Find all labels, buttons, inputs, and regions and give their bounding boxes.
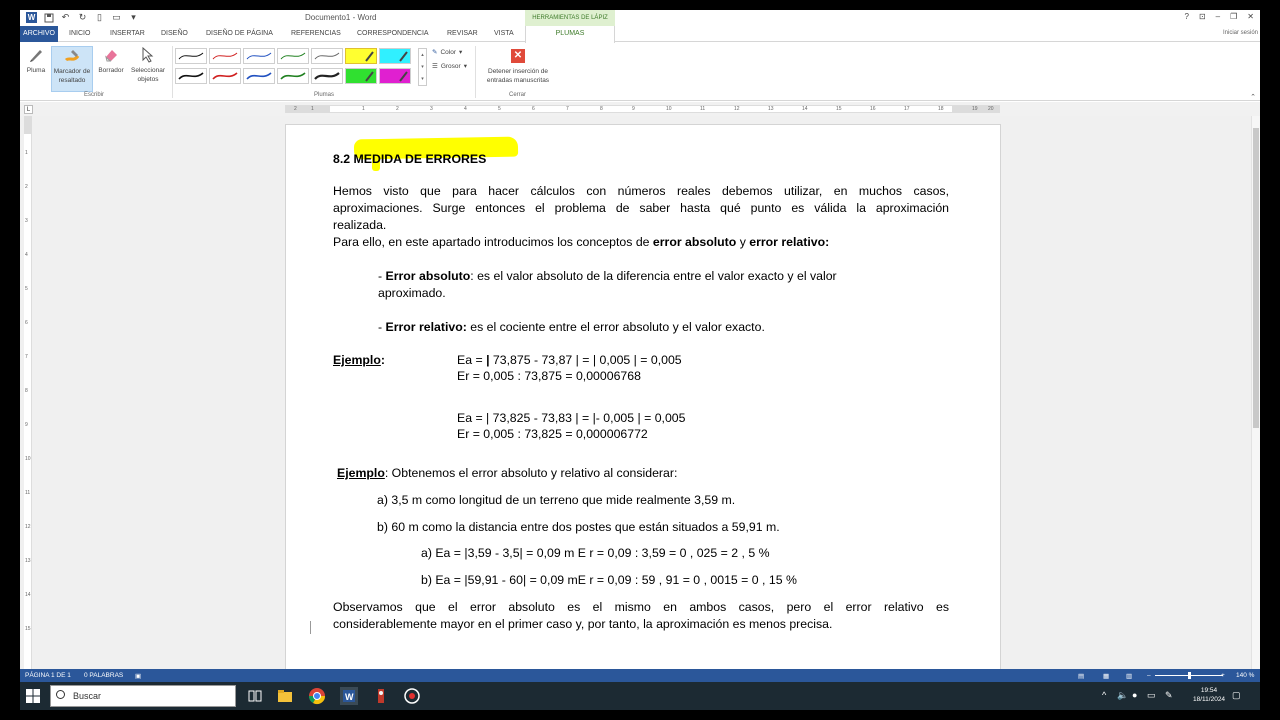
ruler-tick: 4 bbox=[25, 252, 28, 258]
vertical-ruler[interactable] bbox=[24, 116, 32, 669]
thickness-dropdown[interactable] bbox=[432, 62, 467, 70]
list-item-continuation: aproximado. bbox=[378, 286, 446, 300]
tab-diseno-de-pagina[interactable]: DISEÑO DE PÁGINA bbox=[206, 30, 273, 37]
text-run-bold: error absoluto bbox=[652, 235, 737, 249]
ruler-top-margin bbox=[24, 116, 32, 134]
ruler-tick: 1 bbox=[311, 106, 314, 112]
tab-correspondencia[interactable]: CORRESPONDENCIA bbox=[357, 30, 429, 37]
list-term: Error relativo: bbox=[385, 320, 467, 334]
volume-icon[interactable]: 🔈 bbox=[1117, 690, 1129, 700]
example-label-text: Ejemplo bbox=[337, 466, 385, 480]
web-layout-icon[interactable]: ▥ bbox=[1126, 673, 1133, 680]
ruler-tick: 3 bbox=[25, 218, 28, 224]
word-logo-icon: W bbox=[27, 13, 36, 22]
ruler-tick: 15 bbox=[25, 626, 31, 632]
line-weight-icon: ☰ bbox=[432, 63, 438, 70]
chevron-down-icon: ▾ bbox=[463, 63, 467, 70]
undo-icon[interactable]: ↶ bbox=[61, 12, 70, 22]
taskbar-clock[interactable] bbox=[1193, 686, 1225, 704]
ruler-tick: 14 bbox=[25, 592, 31, 598]
scrollbar-thumb[interactable] bbox=[1253, 128, 1259, 428]
group-label-escribir: Escribir bbox=[84, 92, 105, 98]
zoom-slider-knob[interactable] bbox=[1188, 672, 1191, 679]
pen-style-cyan-highlighter[interactable] bbox=[379, 48, 411, 64]
page-count[interactable]: PÁGINA 1 DE 1 bbox=[25, 672, 71, 679]
color-dropdown[interactable] bbox=[432, 48, 462, 56]
search-icon bbox=[56, 690, 65, 699]
tab-selector[interactable]: L bbox=[24, 105, 33, 114]
text-cursor bbox=[310, 621, 311, 634]
group-separator bbox=[475, 46, 476, 98]
word-taskbar-icon[interactable] bbox=[340, 687, 358, 705]
paragraph-line: Hemos visto que para hacer cálculos con números reales debemos utilizar, en muchos casos, bbox=[333, 184, 949, 198]
highlighter-icon bbox=[63, 47, 81, 65]
title-bar bbox=[20, 10, 1260, 26]
example-label bbox=[333, 353, 385, 368]
pen-style-blue-thick[interactable] bbox=[243, 68, 275, 84]
pen-style-red-thin[interactable] bbox=[209, 48, 241, 64]
ruler-left-margin bbox=[286, 106, 330, 113]
print-preview-icon[interactable]: ▭ bbox=[112, 12, 121, 22]
taskbar-search-input[interactable]: Buscar bbox=[50, 685, 236, 707]
ruler-tick: 1 bbox=[25, 150, 28, 156]
pen-style-red-thick[interactable] bbox=[209, 68, 241, 84]
ruler-tick: 2 bbox=[25, 184, 28, 190]
cursor-arrow-icon bbox=[139, 46, 157, 64]
ruler-tick: 16 bbox=[870, 106, 876, 112]
example-intro bbox=[337, 466, 677, 481]
list-dash: - bbox=[378, 269, 386, 283]
ruler-area bbox=[20, 102, 1260, 116]
close-red-icon: ✕ bbox=[511, 49, 525, 63]
tab-plumas[interactable]: PLUMAS bbox=[525, 26, 615, 43]
ruler-tick: 6 bbox=[25, 320, 28, 326]
stop-inking-label: Detener inserción de entradas manuscritas bbox=[486, 68, 550, 84]
pen-tray-icon[interactable]: ✎ bbox=[1165, 690, 1173, 700]
pen-style-green-thick[interactable] bbox=[277, 68, 309, 84]
group-label-plumas: Plumas bbox=[314, 92, 335, 98]
clock-time: 19:54 bbox=[1200, 687, 1218, 694]
eraser-icon bbox=[102, 46, 120, 64]
ruler-tick: 2 bbox=[396, 106, 399, 112]
microphone-icon[interactable]: ● bbox=[1132, 690, 1138, 700]
list-item bbox=[378, 320, 765, 335]
ruler-tick: 5 bbox=[498, 106, 501, 112]
pen-style-magenta-highlighter[interactable] bbox=[379, 68, 411, 84]
pen-icon bbox=[27, 46, 45, 64]
app-taskbar-icon[interactable] bbox=[372, 687, 390, 705]
ruler-tick: 4 bbox=[464, 106, 467, 112]
tab-diseno[interactable]: DISEÑO bbox=[161, 30, 188, 37]
formula-line bbox=[457, 353, 682, 368]
zoom-out-icon[interactable]: – bbox=[1147, 672, 1151, 679]
task-view-icon[interactable] bbox=[246, 687, 264, 705]
paragraph-line: considerablemente mayor en el primer caso y, por tanto, la aproximación es menos precisa. bbox=[333, 617, 833, 631]
list-term: Error absoluto bbox=[385, 269, 471, 283]
tab-inicio[interactable]: INICIO bbox=[69, 30, 91, 37]
tab-referencias[interactable]: REFERENCIAS bbox=[291, 30, 341, 37]
document-area bbox=[20, 116, 1260, 669]
ruler-tick: 8 bbox=[25, 388, 28, 394]
ruler-tick: 5 bbox=[25, 286, 28, 292]
text-run-bold: error relativo: bbox=[749, 235, 830, 249]
zoom-in-icon[interactable]: + bbox=[1221, 672, 1225, 679]
redo-icon[interactable]: ↻ bbox=[78, 12, 87, 22]
pen-style-yellow-highlighter[interactable] bbox=[345, 48, 377, 64]
paragraph-line: Observamos que el error absoluto es el mismo en ambos casos, pero el error relativo es bbox=[333, 600, 949, 614]
exercise-item: b) 60 m como la distancia entre dos postes que están situados a 59,91 m. bbox=[377, 520, 780, 534]
ruler-tick: 7 bbox=[25, 354, 28, 360]
ruler-tick: 13 bbox=[768, 106, 774, 112]
ribbon-display-icon[interactable]: ⊡ bbox=[1198, 12, 1206, 21]
group-label-cerrar: Cerrar bbox=[509, 92, 527, 98]
thickness-label: Grosor bbox=[440, 62, 461, 70]
document-title: Documento1 - Word bbox=[305, 13, 377, 22]
text-run: : Obtenemos el error absoluto y relativo al considerar: bbox=[384, 466, 678, 480]
quick-access-toolbar bbox=[26, 12, 139, 23]
highlighter-button[interactable] bbox=[51, 46, 93, 92]
new-document-icon[interactable]: ▯ bbox=[97, 12, 102, 22]
pen-style-blue-thin[interactable] bbox=[243, 48, 275, 64]
help-icon[interactable]: ? bbox=[1184, 12, 1189, 21]
sign-in-link[interactable]: Iniciar sesión bbox=[1222, 30, 1258, 36]
tab-archivo[interactable]: ARCHIVO bbox=[20, 26, 58, 42]
list-item bbox=[378, 269, 837, 284]
document-page[interactable] bbox=[285, 124, 1001, 669]
chevron-down-icon: ▾ bbox=[459, 49, 463, 56]
paragraph-line: aproximaciones. Surge entonces el problema de saber hasta qué punto es válida la aproximación bbox=[333, 201, 949, 215]
ruler-tick: 12 bbox=[25, 524, 31, 530]
ruler-tick: 7 bbox=[566, 106, 569, 112]
section-title: MEDIDA DE ERRORES bbox=[353, 152, 487, 166]
pen-style-gray-thin[interactable] bbox=[311, 48, 343, 64]
paragraph-line bbox=[333, 235, 829, 250]
tab-revisar[interactable]: REVISAR bbox=[447, 30, 478, 37]
text-run-bold: | bbox=[486, 353, 490, 367]
ruler-tick: 14 bbox=[802, 106, 808, 112]
pen-button[interactable] bbox=[22, 46, 50, 75]
status-bar bbox=[20, 669, 1260, 682]
tab-insertar[interactable]: INSERTAR bbox=[110, 30, 145, 37]
save-icon[interactable] bbox=[43, 12, 54, 23]
ruler-tick: 13 bbox=[25, 558, 31, 564]
eraser-button[interactable] bbox=[94, 46, 128, 75]
section-heading bbox=[333, 152, 486, 167]
highlighter-label: Marcador de resaltado bbox=[53, 68, 91, 84]
word-count[interactable]: 0 PALABRAS bbox=[84, 672, 124, 679]
ribbon-plumas bbox=[20, 43, 1260, 101]
word-window bbox=[20, 10, 1260, 682]
list-text: : es el valor absoluto de la diferencia entre el valor exacto y el valor bbox=[470, 269, 837, 283]
pen-style-black-thick[interactable] bbox=[175, 68, 207, 84]
ruler-tick: 6 bbox=[532, 106, 535, 112]
ruler-tick: 10 bbox=[666, 106, 672, 112]
notifications-icon[interactable]: ▢ bbox=[1232, 690, 1241, 700]
ribbon-tabs bbox=[20, 26, 1260, 42]
text-run: y bbox=[736, 235, 750, 249]
ruler-tick: 20 bbox=[988, 106, 994, 112]
list-dash: - bbox=[378, 320, 386, 334]
pen-color-icon: ✎ bbox=[432, 49, 438, 56]
text-run: Para ello, en este apartado introducimos los conceptos de bbox=[333, 235, 653, 249]
pen-style-green-thin[interactable] bbox=[277, 48, 309, 64]
clock-date: 18/11/2024 bbox=[1193, 696, 1226, 703]
gallery-scroll-buttons[interactable]: ▴ ▾ ▾ bbox=[418, 48, 427, 86]
pen-label: Pluma bbox=[26, 67, 46, 74]
text-run: Ea = bbox=[457, 353, 487, 367]
pen-style-black-brush[interactable] bbox=[311, 68, 343, 84]
select-objects-button[interactable] bbox=[128, 46, 168, 84]
screen-recorder-icon[interactable] bbox=[403, 687, 421, 705]
ruler-tick: 11 bbox=[25, 490, 31, 496]
ruler-tick: 15 bbox=[836, 106, 842, 112]
color-label: Color bbox=[440, 48, 456, 56]
ruler-tick: 9 bbox=[25, 422, 28, 428]
chrome-icon[interactable] bbox=[308, 687, 326, 705]
eraser-label: Borrador bbox=[98, 67, 124, 74]
paragraph-line: realizada. bbox=[333, 218, 387, 232]
show-hidden-icons[interactable]: ^ bbox=[1102, 690, 1107, 700]
ruler-tick: 11 bbox=[700, 106, 706, 112]
answer-line: a) Ea = |3,59 - 3,5| = 0,09 m E r = 0,09 : 3,59 = 0 , 025 = 2 , 5 % bbox=[421, 546, 770, 560]
file-explorer-icon[interactable] bbox=[276, 687, 294, 705]
ruler-tick: 19 bbox=[972, 106, 978, 112]
horizontal-ruler[interactable] bbox=[285, 105, 1000, 113]
ruler-tick: 8 bbox=[600, 106, 603, 112]
print-layout-icon[interactable]: ▦ bbox=[1103, 673, 1110, 680]
formula-line: Ea = | 73,825 - 73,83 | = |- 0,005 | = 0,005 bbox=[457, 411, 686, 425]
ruler-tick: 3 bbox=[430, 106, 433, 112]
network-icon[interactable]: ▭ bbox=[1147, 690, 1156, 700]
proofing-icon[interactable]: ▣ bbox=[135, 673, 142, 680]
svg-text:W: W bbox=[345, 692, 354, 702]
tab-vista[interactable]: VISTA bbox=[494, 30, 514, 37]
windows-taskbar bbox=[20, 682, 1260, 710]
answer-line: b) Ea = |59,91 - 60| = 0,09 mE r = 0,09 : 59 , 91 = 0 , 0015 = 0 , 15 % bbox=[421, 573, 797, 587]
pen-style-green-highlighter[interactable] bbox=[345, 68, 377, 84]
ruler-tick: 17 bbox=[904, 106, 910, 112]
vertical-scrollbar[interactable] bbox=[1251, 116, 1260, 669]
list-text: es el cociente entre el error absoluto y el valor exacto. bbox=[466, 320, 765, 334]
read-mode-icon[interactable]: ▤ bbox=[1078, 673, 1085, 680]
example-colon: : bbox=[380, 353, 385, 367]
formula-line: Er = 0,005 : 73,875 = 0,00006768 bbox=[457, 369, 641, 383]
minimize-icon[interactable]: – bbox=[1215, 12, 1221, 21]
collapse-ribbon-icon[interactable]: ⌃ bbox=[1250, 94, 1256, 101]
ruler-tick: 12 bbox=[734, 106, 740, 112]
ruler-tick: 2 bbox=[294, 106, 297, 112]
pen-gallery bbox=[175, 48, 433, 86]
ruler-tick: 9 bbox=[632, 106, 635, 112]
ruler-tick: 18 bbox=[938, 106, 944, 112]
select-objects-label: Seleccionar objetos bbox=[131, 67, 165, 83]
context-tab-group: HERRAMIENTAS DE LÁPIZ bbox=[525, 10, 615, 26]
text-run: 73,875 - 73,87 | = | 0,005 | = 0,005 bbox=[489, 353, 682, 367]
section-number: 8.2 bbox=[333, 152, 354, 166]
restore-icon[interactable]: ❐ bbox=[1230, 12, 1238, 21]
example-label-text: Ejemplo bbox=[333, 353, 381, 367]
ruler-tick: 10 bbox=[25, 456, 31, 462]
exercise-item: a) 3,5 m como longitud de un terreno que mide realmente 3,59 m. bbox=[377, 493, 736, 507]
customize-qat-icon[interactable]: ▾ bbox=[131, 12, 136, 22]
ruler-tick: 1 bbox=[362, 106, 365, 112]
pen-style-black-thin[interactable] bbox=[175, 48, 207, 64]
stop-inking-button[interactable] bbox=[478, 47, 558, 85]
zoom-level[interactable]: 140 % bbox=[1236, 672, 1255, 679]
formula-line: Er = 0,005 : 73,825 = 0,000006772 bbox=[457, 427, 648, 441]
close-icon[interactable]: ✕ bbox=[1247, 12, 1254, 21]
windows-start-icon[interactable] bbox=[26, 689, 40, 703]
group-separator bbox=[172, 46, 173, 98]
window-controls bbox=[1185, 12, 1254, 21]
